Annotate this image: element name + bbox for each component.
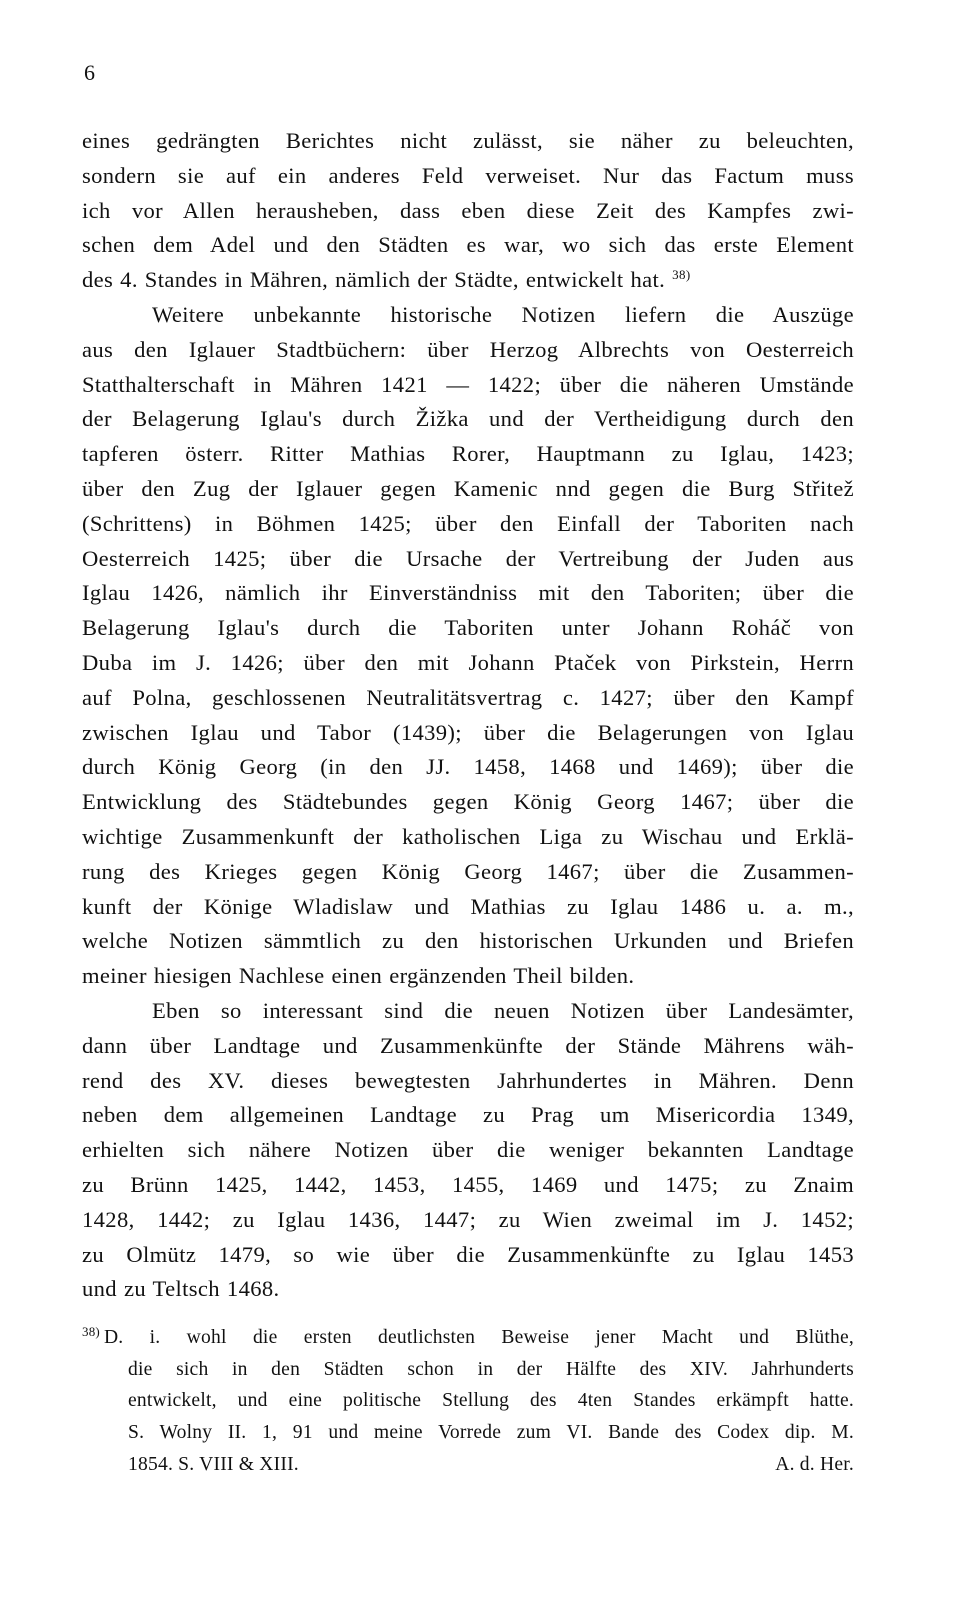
- text-line: meiner hiesigen Nachlese einen ergänzenden Theil bilden.: [82, 963, 635, 989]
- text-line: [82, 263, 854, 298]
- text-line: kunft der Könige Wladislaw und Mathias zu Iglau 1486 u. a. m.,: [82, 893, 854, 919]
- text-line: Iglau 1426, nämlich ihr Einverständniss mit den Taboriten; über die: [82, 580, 854, 606]
- page-number: 6: [84, 60, 95, 85]
- text-line: rend des XV. dieses bewegtesten Jahrhundertes in Mähren. Denn: [82, 1067, 854, 1093]
- text-line: tapferen österr. Ritter Mathias Rorer, Hauptmann zu Iglau, 1423;: [82, 441, 854, 467]
- text-line: dann über Landtage und Zusammenkünfte der Stände Mährens wäh-: [82, 1032, 854, 1058]
- text-line: Oesterreich 1425; über die Ursache der Vertreibung der Juden aus: [82, 545, 854, 571]
- text-line: schen dem Adel und den Städten es war, wo sich das erste Element: [82, 232, 854, 258]
- footnote-reference: 38): [672, 267, 691, 283]
- text-line: rung des Krieges gegen König Georg 1467; über die Zusammen-: [82, 858, 854, 884]
- text-line: Duba im J. 1426; über den mit Johann Ptaček von Pirkstein, Herrn: [82, 649, 854, 675]
- footnote-line: S. Wolny II. 1, 91 und meine Vorrede zum VI. Bande des Codex dip. M.: [128, 1422, 854, 1444]
- text-line: neben dem allgemeinen Landtage zu Prag um Misericordia 1349,: [82, 1102, 854, 1128]
- text-line: zwischen Iglau und Tabor (1439); über die Belagerungen von Iglau: [82, 719, 854, 745]
- text-line: durch König Georg (in den JJ. 1458, 1468 und 1469); über die: [82, 754, 854, 780]
- text-line: aus den Iglauer Stadtbüchern: über Herzog Albrechts von Oesterreich: [82, 336, 854, 362]
- footnote-signature: A. d. Her.: [775, 1453, 854, 1475]
- footnote-line: die sich in den Städten schon in der Hälfte des XIV. Jahrhunderts: [128, 1358, 854, 1380]
- paragraph-2: [82, 298, 854, 994]
- text-line: welche Notizen sämmtlich zu den historischen Urkunden und Briefen: [82, 928, 854, 954]
- text-line: 1428, 1442; zu Iglau 1436, 1447; zu Wien zweimal im J. 1452;: [82, 1206, 854, 1232]
- paragraph-1: [82, 124, 854, 298]
- text-line: Eben so interessant sind die neuen Notizen über Landesämter,: [152, 997, 854, 1023]
- text-line: auf Polna, geschlossenen Neutralitätsvertrag c. 1427; über den Kampf: [82, 684, 854, 710]
- text-line: zu Olmütz 1479, so wie über die Zusammenkünfte zu Iglau 1453: [82, 1241, 854, 1267]
- text-line: eines gedrängten Berichtes nicht zulässt, sie näher zu beleuchten,: [82, 128, 854, 153]
- text-line: Belagerung Iglau's durch die Taboriten unter Johann Roháč von: [82, 615, 854, 641]
- text-line: erhielten sich nähere Notizen über die weniger bekannten Landtage: [82, 1137, 854, 1163]
- footnote-line: [82, 1449, 854, 1481]
- footnote-marker: 38): [82, 1324, 100, 1339]
- text-line: ich vor Allen herausheben, dass eben diese Zeit des Kampfes zwi-: [82, 197, 854, 223]
- text-line: Statthalterschaft in Mähren 1421 — 1422; über die näheren Umstände: [82, 371, 854, 397]
- text-line-content: des 4. Standes in Mähren, nämlich der Städte, entwickelt hat.: [82, 267, 666, 293]
- text-line: sondern sie auf ein anderes Feld verweiset. Nur das Factum muss: [82, 162, 854, 188]
- footnote-line-content: D. i. wohl die ersten deutlichsten Beweise jener Macht und Blüthe,: [103, 1327, 854, 1348]
- footnote-line-content: 1854. S. VIII & XIII.: [128, 1453, 299, 1475]
- text-line: zu Brünn 1425, 1442, 1453, 1455, 1469 und 1475; zu Znaim: [82, 1171, 854, 1197]
- main-text: [82, 124, 854, 1307]
- text-line: Weitere unbekannte historische Notizen liefern die Auszüge: [152, 301, 854, 327]
- text-line: Entwicklung des Städtebundes gegen König Georg 1467; über die: [82, 789, 854, 815]
- paragraph-3: [82, 994, 854, 1307]
- footnote-line: [82, 1322, 854, 1354]
- footnote-line: entwickelt, und eine politische Stellung des 4ten Standes erkämpft hatte.: [128, 1390, 854, 1412]
- footnote: [82, 1322, 854, 1480]
- text-line: der Belagerung Iglau's durch Žižka und der Vertheidigung durch den: [82, 406, 854, 432]
- text-line: und zu Teltsch 1468.: [82, 1276, 280, 1302]
- text-line: über den Zug der Iglauer gegen Kamenic nnd gegen die Burg Střitež: [82, 475, 854, 501]
- text-line: (Schrittens) in Böhmen 1425; über den Einfall der Taboriten nach: [82, 510, 854, 536]
- text-line: wichtige Zusammenkunft der katholischen Liga zu Wischau und Erklä-: [82, 823, 854, 849]
